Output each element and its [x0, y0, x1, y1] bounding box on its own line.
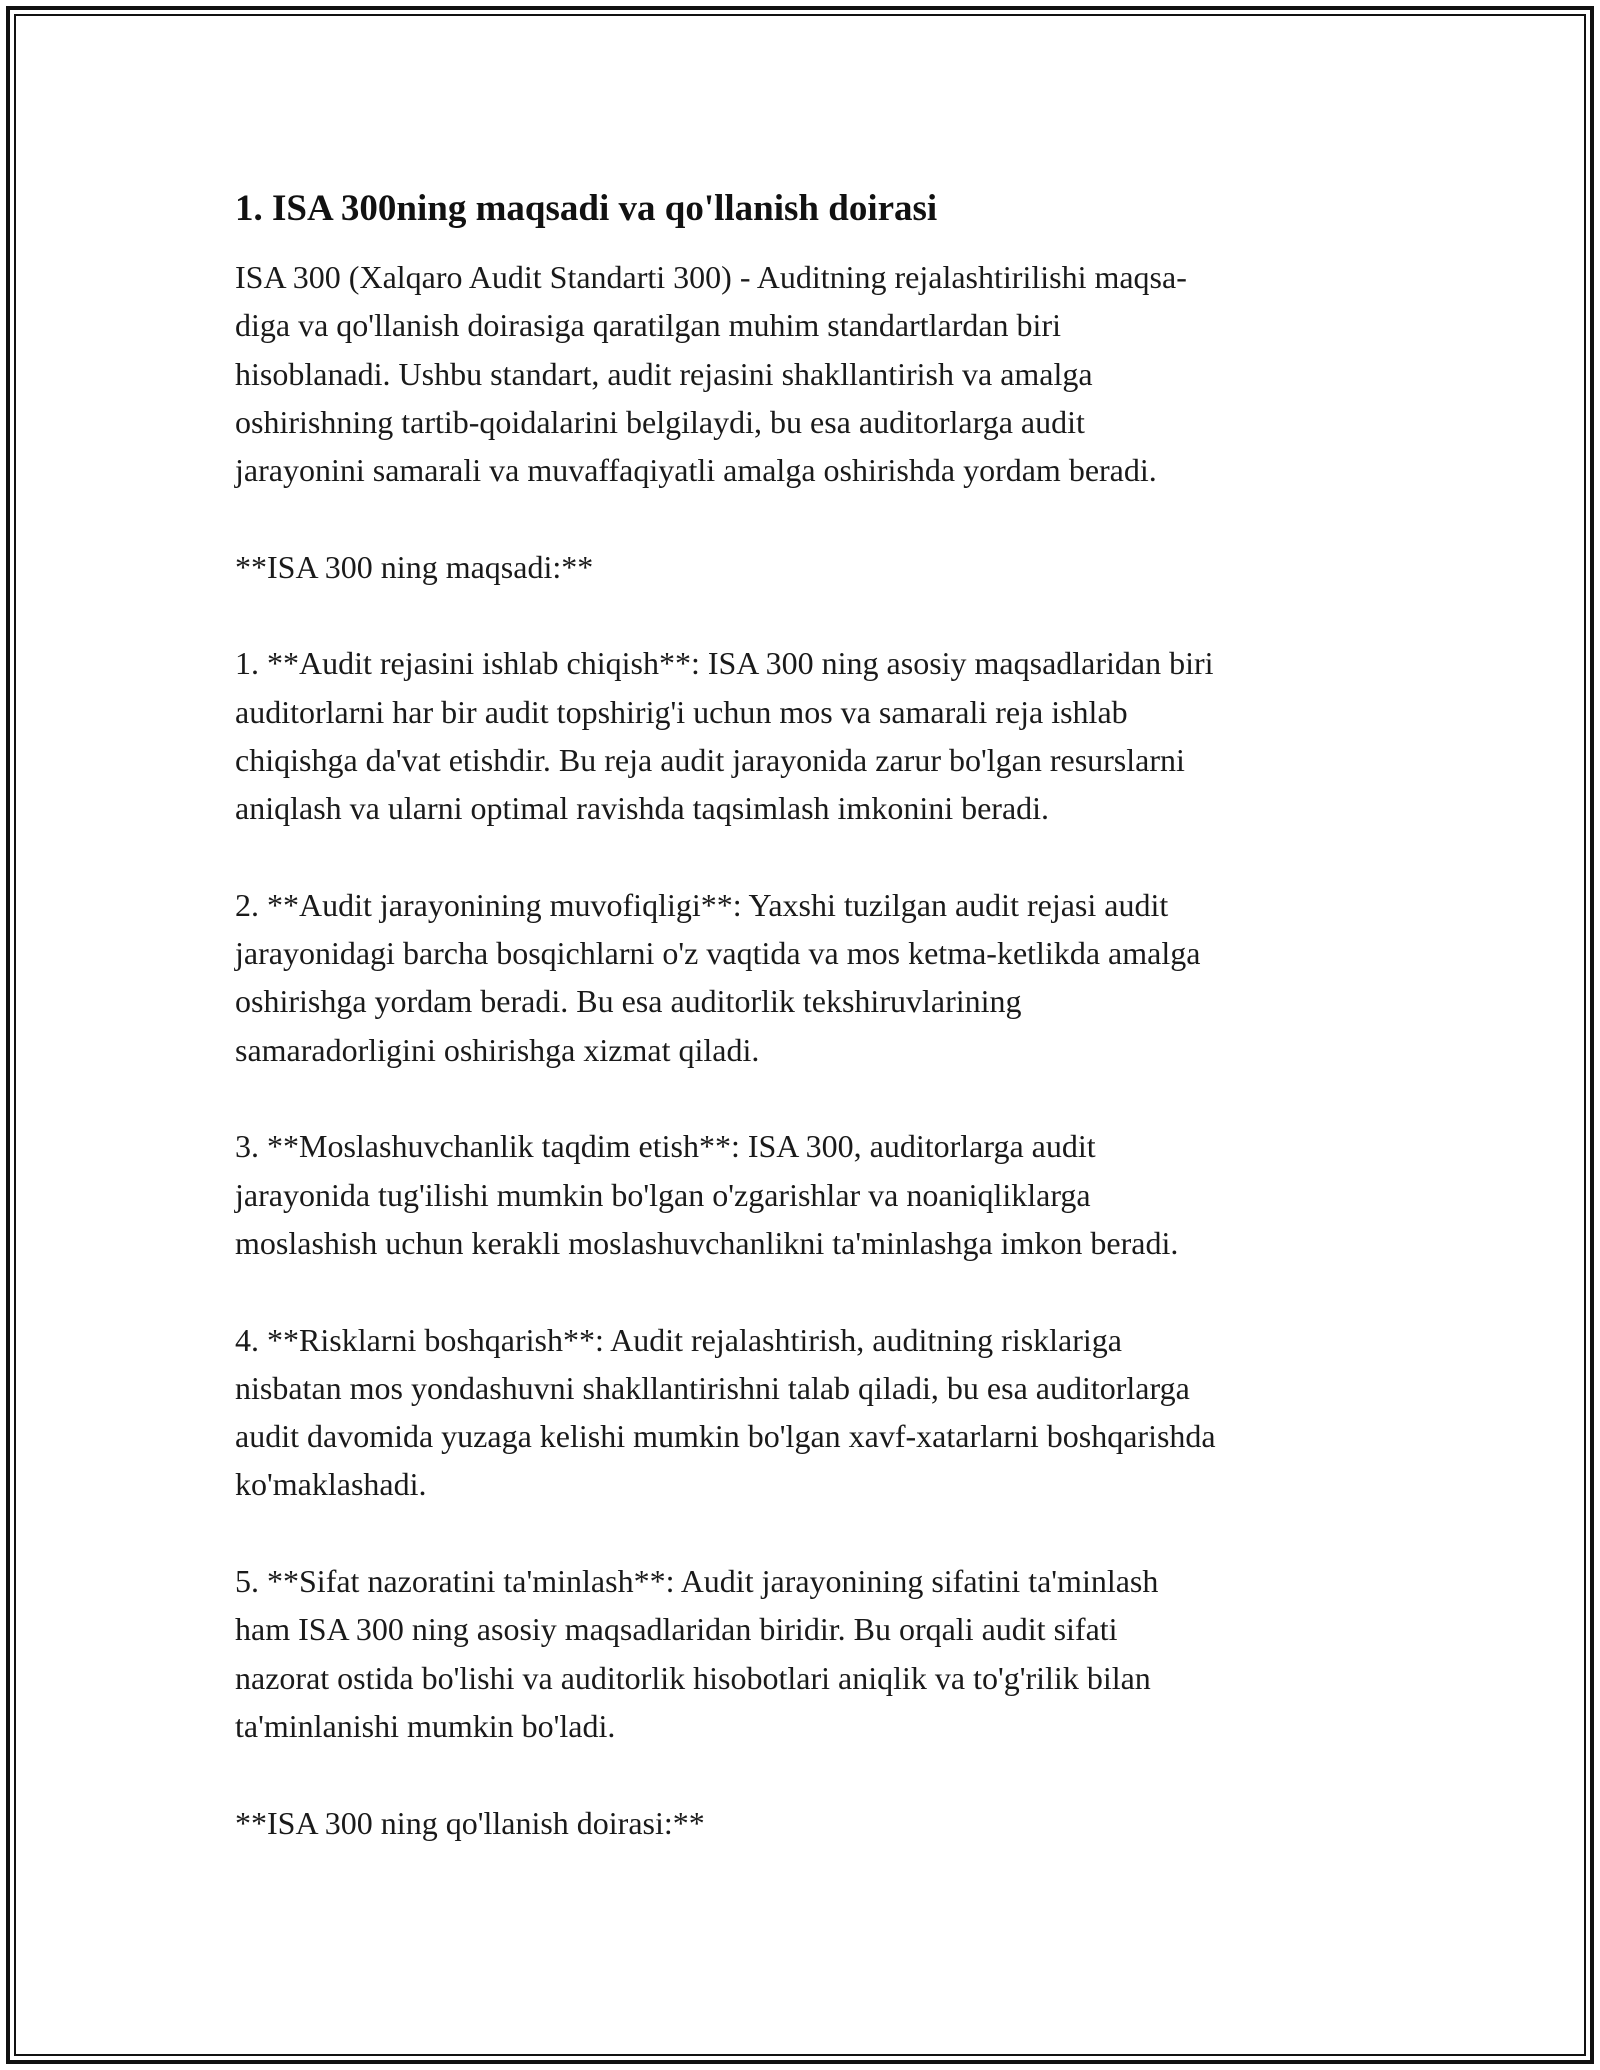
document-body [235, 185, 1365, 1895]
purpose-subheading: **ISA 300 ning maqsadi:** [235, 548, 594, 585]
purpose-item-1: 1. **Audit rejasini ishlab chiqish**: ISA 300 ning asosiy maqsadlaridan biri auditorlarni har bir audit topshirig'i uchun mos va samarali reja ishlab chiqishga da'vat etishdir. Bu reja audit jarayonida zarur bo'lgan resurslarni aniqlash va ularni optimal ravishda taqsimlash imkonini beradi. [235, 645, 1214, 827]
purpose-item-2: 2. **Audit jarayonining muvofiqligi**: Yaxshi tuzilgan audit rejasi audit jarayonidagi barcha bosqichlarni o'z vaqtida va mos ketma-ketlikda amalga oshirishga yordam beradi. Bu esa auditorlik tekshiruvlarining samaradorligini oshirishga xizmat qiladi. [235, 886, 1201, 1068]
purpose-item-3: 3. **Moslashuvchanlik taqdim etish**: ISA 300, auditorlarga audit jarayonida tug'ilishi mumkin bo'lgan o'zgarishlar va noaniqliklarga moslashish uchun kerakli moslashuvchanlikni ta'minlashga imkon beradi. [235, 1128, 1179, 1261]
section-heading: 1. ISA 300ning maqsadi va qo'llanish doirasi [235, 188, 938, 229]
purpose-item-4: 4. **Risklarni boshqarish**: Audit rejalashtirish, auditning risklariga nisbatan mos yondashuvni shakllantirishni talab qiladi, bu esa auditorlarga audit davomida yuzaga kelishi mumkin bo'lgan xavf-xatarlarni boshqarishda ko'maklashadi. [235, 1321, 1216, 1503]
scope-subheading: **ISA 300 ning qo'llanish doirasi:** [235, 1804, 705, 1841]
intro-paragraph: ISA 300 (Xalqaro Audit Standarti 300) - Auditning rejalashtirilishi maqsa- diga va qo'llanish doirasiga qaratilgan muhim standartlardan biri hisoblanadi. Ushbu standart, audit rejasini shakllantirish va amalga oshirishning tartib-qoidalarini belgilaydi, bu esa auditorlarga audit jarayonini samarali va muvaffaqiyatli amalga oshirishda yordam beradi. [235, 259, 1187, 489]
purpose-item-5: 5. **Sifat nazoratini ta'minlash**: Audit jarayonining sifatini ta'minlash ham ISA 300 ning asosiy maqsadlaridan biridir. Bu orqali audit sifati nazorat ostida bo'lishi va auditorlik hisobotlari aniqlik va to'g'rilik bilan ta'minlanishi mumkin bo'ladi. [235, 1563, 1159, 1744]
